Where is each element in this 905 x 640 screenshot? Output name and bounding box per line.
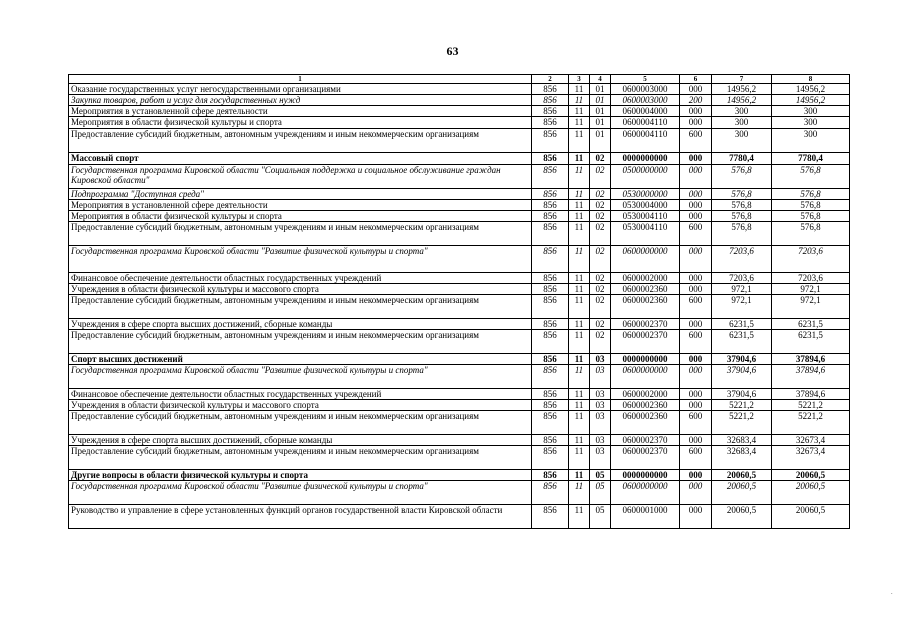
subsection-cell: 03 [590, 400, 611, 411]
subsection-cell: 05 [590, 470, 611, 481]
amount-year1-cell: 972,1 [712, 295, 772, 319]
row-name-cell: Предоставление субсидий бюджетным, автономным учреждениям и иным некоммерческим организациям [69, 129, 532, 153]
subsection-cell: 03 [590, 389, 611, 400]
column-header: 3 [569, 75, 590, 84]
subsection-cell: 01 [590, 84, 611, 95]
row-name-cell: Спорт высших достижений [69, 354, 532, 365]
amount-year2-cell: 32673,4 [772, 435, 850, 446]
article-code-cell: 0600002360 [611, 411, 680, 435]
subsection-cell: 03 [590, 365, 611, 389]
subsection-cell: 02 [590, 273, 611, 284]
table-row [69, 435, 850, 446]
admin-code-cell: 856 [532, 106, 569, 117]
column-header: 8 [772, 75, 850, 84]
section-cell: 11 [569, 481, 590, 505]
row-name-cell: Финансовое обеспечение деятельности областных государственных учреждений [69, 273, 532, 284]
admin-code-cell: 856 [532, 411, 569, 435]
subsection-cell: 02 [590, 165, 611, 189]
admin-code-cell: 856 [532, 354, 569, 365]
amount-year1-cell: 6231,5 [712, 330, 772, 354]
row-name-cell: Другие вопросы в области физической культуры и спорта [69, 470, 532, 481]
admin-code-cell: 856 [532, 153, 569, 165]
subsection-cell: 01 [590, 117, 611, 129]
amount-year2-cell: 20060,5 [772, 470, 850, 481]
amount-year2-cell: 7203,6 [772, 246, 850, 273]
subsection-cell: 02 [590, 153, 611, 165]
expense-type-cell: 000 [680, 189, 712, 200]
amount-year2-cell: 972,1 [772, 284, 850, 295]
expense-type-cell: 000 [680, 200, 712, 211]
amount-year2-cell: 14956,2 [772, 95, 850, 106]
amount-year2-cell: 300 [772, 129, 850, 153]
admin-code-cell: 856 [532, 95, 569, 106]
expense-type-cell: 600 [680, 411, 712, 435]
row-name-cell: Учреждения в сфере спорта высших достижений, сборные команды [69, 319, 532, 330]
article-code-cell: 0600000000 [611, 481, 680, 505]
amount-year1-cell: 20060,5 [712, 481, 772, 505]
amount-year1-cell: 20060,5 [712, 470, 772, 481]
table-row [69, 211, 850, 222]
article-code-cell: 0600002000 [611, 389, 680, 400]
article-code-cell: 0600002000 [611, 273, 680, 284]
row-name-cell: Учреждения в области физической культуры и массового спорта [69, 284, 532, 295]
article-code-cell: 0530004000 [611, 200, 680, 211]
article-code-cell: 0600003000 [611, 84, 680, 95]
subsection-cell: 05 [590, 505, 611, 529]
amount-year2-cell: 6231,5 [772, 319, 850, 330]
section-cell: 11 [569, 84, 590, 95]
amount-year1-cell: 972,1 [712, 284, 772, 295]
table-body [69, 84, 850, 529]
amount-year2-cell: 14956,2 [772, 84, 850, 95]
section-cell: 11 [569, 189, 590, 200]
article-code-cell: 0600004000 [611, 106, 680, 117]
row-name-cell: Мероприятия в установленной сфере деятельности [69, 106, 532, 117]
expense-type-cell: 000 [680, 84, 712, 95]
expense-type-cell: 000 [680, 165, 712, 189]
amount-year1-cell: 32683,4 [712, 446, 772, 470]
subsection-cell: 02 [590, 330, 611, 354]
section-cell: 11 [569, 389, 590, 400]
admin-code-cell: 856 [532, 435, 569, 446]
expense-type-cell: 000 [680, 505, 712, 529]
column-header: 7 [712, 75, 772, 84]
section-cell: 11 [569, 95, 590, 106]
table-row [69, 200, 850, 211]
article-code-cell: 0600001000 [611, 505, 680, 529]
expense-type-cell: 600 [680, 446, 712, 470]
article-code-cell: 0600002360 [611, 284, 680, 295]
expense-type-cell: 600 [680, 295, 712, 319]
budget-table [68, 74, 850, 529]
amount-year2-cell: 576,8 [772, 211, 850, 222]
subsection-cell: 02 [590, 211, 611, 222]
article-code-cell: 0600004110 [611, 117, 680, 129]
article-code-cell: 0600002370 [611, 446, 680, 470]
row-name-cell: Предоставление субсидий бюджетным, автономным учреждениям и иным некоммерческим организациям [69, 411, 532, 435]
amount-year2-cell: 576,8 [772, 189, 850, 200]
article-code-cell: 0000000000 [611, 354, 680, 365]
section-cell: 11 [569, 319, 590, 330]
table-row [69, 505, 850, 529]
subsection-cell: 01 [590, 95, 611, 106]
admin-code-cell: 856 [532, 189, 569, 200]
amount-year2-cell: 37894,6 [772, 389, 850, 400]
table-header-row [69, 75, 850, 84]
amount-year1-cell: 5221,2 [712, 400, 772, 411]
row-name-cell: Массовый спорт [69, 153, 532, 165]
column-header: 6 [680, 75, 712, 84]
row-name-cell: Подпрограмма "Доступная среда" [69, 189, 532, 200]
row-name-cell: Мероприятия в области физической культуры и спорта [69, 211, 532, 222]
section-cell: 11 [569, 284, 590, 295]
article-code-cell: 0600000000 [611, 246, 680, 273]
subsection-cell: 02 [590, 246, 611, 273]
amount-year1-cell: 5221,2 [712, 411, 772, 435]
admin-code-cell: 856 [532, 319, 569, 330]
amount-year2-cell: 20060,5 [772, 481, 850, 505]
amount-year2-cell: 7203,6 [772, 273, 850, 284]
section-cell: 11 [569, 354, 590, 365]
amount-year2-cell: 576,8 [772, 222, 850, 246]
section-cell: 11 [569, 365, 590, 389]
admin-code-cell: 856 [532, 446, 569, 470]
row-name-cell: Финансовое обеспечение деятельности областных государственных учреждений [69, 389, 532, 400]
expense-type-cell: 600 [680, 129, 712, 153]
subsection-cell: 01 [590, 106, 611, 117]
amount-year1-cell: 37904,6 [712, 354, 772, 365]
admin-code-cell: 856 [532, 389, 569, 400]
subsection-cell: 03 [590, 411, 611, 435]
amount-year1-cell: 576,8 [712, 189, 772, 200]
admin-code-cell: 856 [532, 211, 569, 222]
subsection-cell: 05 [590, 481, 611, 505]
article-code-cell: 0600002360 [611, 400, 680, 411]
admin-code-cell: 856 [532, 400, 569, 411]
admin-code-cell: 856 [532, 84, 569, 95]
admin-code-cell: 856 [532, 470, 569, 481]
subsection-cell: 03 [590, 435, 611, 446]
table-row [69, 189, 850, 200]
row-name-cell: Предоставление субсидий бюджетным, автономным учреждениям и иным некоммерческим организациям [69, 330, 532, 354]
amount-year1-cell: 576,8 [712, 222, 772, 246]
row-name-cell: Учреждения в области физической культуры и массового спорта [69, 400, 532, 411]
amount-year2-cell: 6231,5 [772, 330, 850, 354]
table-row [69, 470, 850, 481]
article-code-cell: 0000000000 [611, 470, 680, 481]
amount-year2-cell: 7780,4 [772, 153, 850, 165]
admin-code-cell: 856 [532, 284, 569, 295]
section-cell: 11 [569, 117, 590, 129]
amount-year2-cell: 300 [772, 117, 850, 129]
subsection-cell: 01 [590, 129, 611, 153]
amount-year1-cell: 7203,6 [712, 273, 772, 284]
expense-type-cell: 000 [680, 211, 712, 222]
admin-code-cell: 856 [532, 165, 569, 189]
row-name-cell: Государственная программа Кировской области "Социальная поддержка и социальное обслуживание граждан Кировской области" [69, 165, 532, 189]
column-header: 2 [532, 75, 569, 84]
amount-year2-cell: 5221,2 [772, 411, 850, 435]
admin-code-cell: 856 [532, 117, 569, 129]
amount-year1-cell: 300 [712, 129, 772, 153]
amount-year1-cell: 14956,2 [712, 95, 772, 106]
subsection-cell: 02 [590, 222, 611, 246]
row-name-cell: Мероприятия в области физической культуры и спорта [69, 117, 532, 129]
row-name-cell: Государственная программа Кировской области "Развитие физической культуры и спорта" [69, 481, 532, 505]
amount-year2-cell: 576,8 [772, 200, 850, 211]
row-name-cell: Мероприятия в установленной сфере деятельности [69, 200, 532, 211]
amount-year1-cell: 7780,4 [712, 153, 772, 165]
table-row [69, 400, 850, 411]
table-row [69, 411, 850, 435]
section-cell: 11 [569, 153, 590, 165]
amount-year1-cell: 14956,2 [712, 84, 772, 95]
expense-type-cell: 000 [680, 400, 712, 411]
article-code-cell: 0600004110 [611, 129, 680, 153]
amount-year2-cell: 300 [772, 106, 850, 117]
admin-code-cell: 856 [532, 330, 569, 354]
expense-type-cell: 000 [680, 246, 712, 273]
amount-year1-cell: 576,8 [712, 211, 772, 222]
table-row [69, 246, 850, 273]
subsection-cell: 02 [590, 319, 611, 330]
article-code-cell: 0530004110 [611, 222, 680, 246]
subsection-cell: 03 [590, 446, 611, 470]
article-code-cell: 0600002370 [611, 435, 680, 446]
table-row [69, 95, 850, 106]
amount-year2-cell: 576,8 [772, 165, 850, 189]
subsection-cell: 02 [590, 200, 611, 211]
expense-type-cell: 200 [680, 95, 712, 106]
page-number: 63 [446, 44, 459, 58]
amount-year1-cell: 32683,4 [712, 435, 772, 446]
row-name-cell: Предоставление субсидий бюджетным, автономным учреждениям и иным некоммерческим организациям [69, 295, 532, 319]
section-cell: 11 [569, 273, 590, 284]
expense-type-cell: 000 [680, 365, 712, 389]
expense-type-cell: 000 [680, 470, 712, 481]
section-cell: 11 [569, 505, 590, 529]
expense-type-cell: 000 [680, 481, 712, 505]
column-header: 1 [69, 75, 532, 84]
admin-code-cell: 856 [532, 200, 569, 211]
row-name-cell: Предоставление субсидий бюджетным, автономным учреждениям и иным некоммерческим организациям [69, 446, 532, 470]
article-code-cell: 0530000000 [611, 189, 680, 200]
amount-year2-cell: 972,1 [772, 295, 850, 319]
section-cell: 11 [569, 165, 590, 189]
subsection-cell: 02 [590, 189, 611, 200]
expense-type-cell: 000 [680, 153, 712, 165]
expense-type-cell: 000 [680, 389, 712, 400]
row-name-cell: Закупка товаров, работ и услуг для государственных нужд [69, 95, 532, 106]
section-cell: 11 [569, 200, 590, 211]
amount-year1-cell: 37904,6 [712, 389, 772, 400]
amount-year2-cell: 20060,5 [772, 505, 850, 529]
amount-year1-cell: 576,8 [712, 200, 772, 211]
row-name-cell: Оказание государственных услуг негосударственными организациями [69, 84, 532, 95]
article-code-cell: 0600000000 [611, 365, 680, 389]
amount-year1-cell: 300 [712, 106, 772, 117]
subsection-cell: 03 [590, 354, 611, 365]
table-row [69, 153, 850, 165]
table-row [69, 365, 850, 389]
article-code-cell: 0000000000 [611, 153, 680, 165]
admin-code-cell: 856 [532, 246, 569, 273]
section-cell: 11 [569, 106, 590, 117]
article-code-cell: 0500000000 [611, 165, 680, 189]
section-cell: 11 [569, 222, 590, 246]
section-cell: 11 [569, 470, 590, 481]
section-cell: 11 [569, 330, 590, 354]
table-row [69, 330, 850, 354]
table-row [69, 284, 850, 295]
table-row [69, 222, 850, 246]
table-row [69, 389, 850, 400]
admin-code-cell: 856 [532, 273, 569, 284]
section-cell: 11 [569, 400, 590, 411]
row-name-cell: Руководство и управление в сфере установленных функций органов государственной власти Кировской области [69, 505, 532, 529]
table-row [69, 481, 850, 505]
amount-year1-cell: 6231,5 [712, 319, 772, 330]
amount-year1-cell: 37904,6 [712, 365, 772, 389]
expense-type-cell: 000 [680, 319, 712, 330]
row-name-cell: Предоставление субсидий бюджетным, автономным учреждениям и иным некоммерческим организациям [69, 222, 532, 246]
table-row [69, 84, 850, 95]
admin-code-cell: 856 [532, 295, 569, 319]
article-code-cell: 0600002360 [611, 295, 680, 319]
table-row [69, 295, 850, 319]
expense-type-cell: 000 [680, 354, 712, 365]
amount-year2-cell: 5221,2 [772, 400, 850, 411]
article-code-cell: 0530004110 [611, 211, 680, 222]
table-row [69, 165, 850, 189]
scan-mark: · [890, 590, 893, 598]
article-code-cell: 0600002370 [611, 330, 680, 354]
expense-type-cell: 600 [680, 330, 712, 354]
table-row [69, 319, 850, 330]
section-cell: 11 [569, 411, 590, 435]
admin-code-cell: 856 [532, 222, 569, 246]
article-code-cell: 0600003000 [611, 95, 680, 106]
row-name-cell: Государственная программа Кировской области "Развитие физической культуры и спорта" [69, 365, 532, 389]
section-cell: 11 [569, 446, 590, 470]
row-name-cell: Учреждения в сфере спорта высших достижений, сборные команды [69, 435, 532, 446]
expense-type-cell: 000 [680, 435, 712, 446]
expense-type-cell: 000 [680, 273, 712, 284]
amount-year2-cell: 37894,6 [772, 354, 850, 365]
table-row [69, 354, 850, 365]
amount-year2-cell: 32673,4 [772, 446, 850, 470]
column-header: 5 [611, 75, 680, 84]
expense-type-cell: 000 [680, 284, 712, 295]
section-cell: 11 [569, 435, 590, 446]
amount-year1-cell: 20060,5 [712, 505, 772, 529]
admin-code-cell: 856 [532, 481, 569, 505]
amount-year1-cell: 7203,6 [712, 246, 772, 273]
amount-year2-cell: 37894,6 [772, 365, 850, 389]
table-row [69, 106, 850, 117]
amount-year1-cell: 576,8 [712, 165, 772, 189]
subsection-cell: 02 [590, 284, 611, 295]
table-row [69, 129, 850, 153]
section-cell: 11 [569, 211, 590, 222]
table-row [69, 273, 850, 284]
expense-type-cell: 600 [680, 222, 712, 246]
expense-type-cell: 000 [680, 106, 712, 117]
section-cell: 11 [569, 246, 590, 273]
expense-type-cell: 000 [680, 117, 712, 129]
section-cell: 11 [569, 129, 590, 153]
amount-year1-cell: 300 [712, 117, 772, 129]
article-code-cell: 0600002370 [611, 319, 680, 330]
section-cell: 11 [569, 295, 590, 319]
admin-code-cell: 856 [532, 505, 569, 529]
table-row [69, 446, 850, 470]
subsection-cell: 02 [590, 295, 611, 319]
table-row [69, 117, 850, 129]
admin-code-cell: 856 [532, 129, 569, 153]
admin-code-cell: 856 [532, 365, 569, 389]
row-name-cell: Государственная программа Кировской области "Развитие физической культуры и спорта" [69, 246, 532, 273]
column-header: 4 [590, 75, 611, 84]
